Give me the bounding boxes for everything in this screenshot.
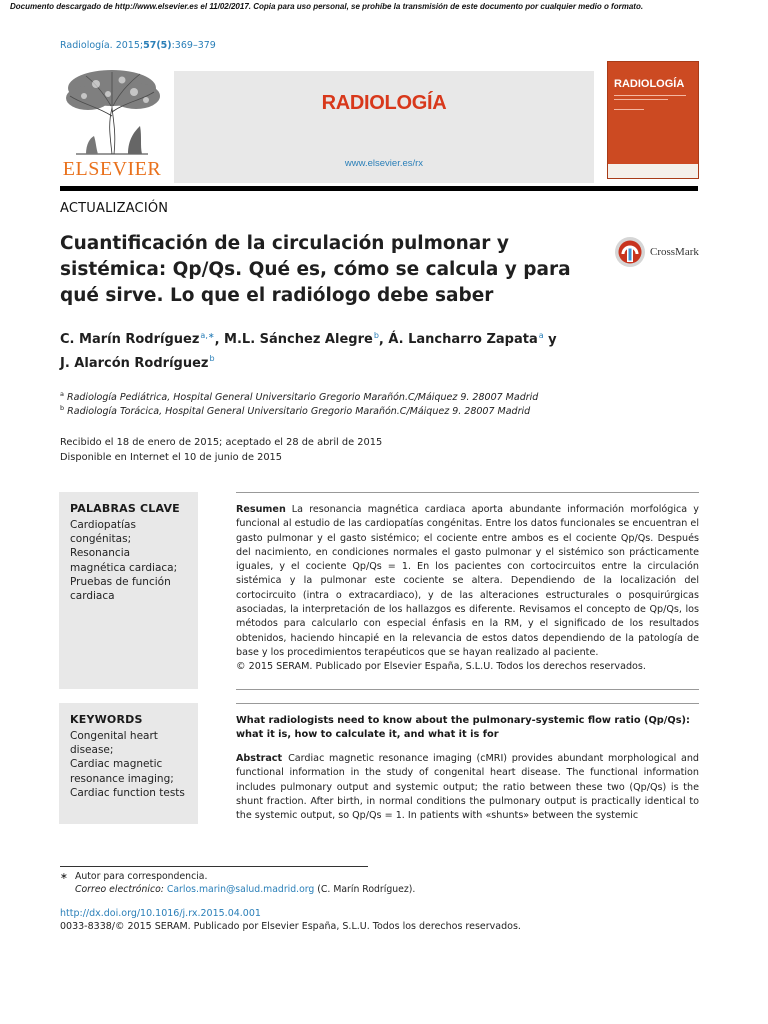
crossmark-icon [614,236,646,268]
elsevier-logo[interactable] [56,66,168,180]
author-list: C. Marín Rodríguez$^{a,∗}$, M.L. Sánchez Alegre$^b$, Á. Lancharro Zapata$^a$ y J. Alarcón Rodríguez$^b$ [60,331,557,371]
citation-line[interactable] [60,40,216,51]
article-dates [60,435,382,465]
email-link[interactable]: Carlos.marin@salud.madrid.org [166,884,315,895]
keyword: Cardiopatías [70,519,136,531]
journal-url-link[interactable]: www.elsevier.es/rx [344,158,424,169]
keyword: Cardiac function tests [70,786,185,799]
abstract-en [236,752,699,823]
affiliation-marker[interactable]: b [373,331,379,340]
elsevier-tree-icon [56,66,168,156]
abstract-es-label: Resumen [236,504,286,515]
author[interactable]: J. Alarcón Rodríguez$^b$ [60,354,215,371]
author[interactable]: C. Marín Rodríguez$^{a,∗}$ [60,331,215,348]
cover-subtitle-line [614,109,644,110]
footnote-marker: ∗ [60,871,68,882]
journal-cover-image[interactable] [607,61,699,179]
correspondence-note: ∗ Autor para correspondencia. [60,871,208,882]
keyword: magnética cardiaca; [70,561,178,574]
affiliation-marker[interactable]: a [538,331,544,340]
email-label: Correo electrónico: [75,884,164,895]
keywords-en-heading: KEYWORDS [70,713,143,726]
author[interactable]: M.L. Sánchez Alegre$^b$ [224,331,379,348]
author[interactable]: Á. Lancharro Zapata$^a$ [388,331,544,348]
keyword: congénitas; [70,533,132,546]
keyword: Congenital heart [70,730,158,742]
abstract-es-bottom-rule [236,689,699,690]
keyword: Resonancia [70,547,131,560]
keywords-es-panel [59,492,198,689]
keyword: resonance imaging; [70,772,174,785]
cover-footer [608,164,698,178]
header-rule [60,186,698,191]
issn-copyright: 0033-8338/© 2015 SERAM. Publicado por Elsevier España, S.L.U. Todos los derechos reservados. [60,921,521,932]
crossmark-badge[interactable] [614,235,699,269]
crossmark-label: CrossMark [650,246,699,258]
abstract-en-label: Abstract [236,753,283,764]
abstract-es [236,503,699,675]
keywords-es-heading: PALABRAS CLAVE [70,502,180,515]
abstract-es-copyright: © 2015 SERAM. Publicado por Elsevier España, S.L.U. Todos los derechos reservados. [236,661,646,673]
cover-subtitle-line [614,95,686,96]
doi-link[interactable]: http://dx.doi.org/10.1016/j.rx.2015.04.001 [60,908,261,919]
section-label: ACTUALIZACIÓN [60,201,169,216]
elsevier-wordmark: ELSEVIER [62,158,162,180]
citation-pages: :369–379 [171,40,216,51]
cover-subtitle-line [614,99,668,100]
abstract-es-top-rule [236,492,699,493]
affiliation-marker[interactable]: a,∗ [200,331,215,340]
keywords-en-panel [59,703,198,824]
available-date: Disponible en Internet el 10 de junio de 2015 [60,452,283,463]
email-note: Correo electrónico: Carlos.marin@salud.madrid.org (C. Marín Rodríguez). [75,884,416,895]
affiliation-b: $^b$ Radiología Torácica, Hospital General Universitario Gregorio Marañón.C/Máiquez 9. 28007 Madrid [60,404,531,418]
keyword: Pruebas de función [70,575,171,588]
footnote-rule [60,866,368,867]
citation-volume: 57(5) [143,40,172,51]
received-date: Recibido el 18 de enero de 2015; aceptado el 28 de abril de 2015 [60,437,383,448]
affiliation-a: $^a$ Radiología Pediátrica, Hospital General Universitario Gregorio Marañón.C/Máiquez 9. 28007 Madrid [60,390,539,404]
keyword: Cardiac magnetic [70,758,163,771]
download-notice: Documento descargado de http://www.elsevier.es el 11/02/2017. Copia para uso personal, se prohíbe la transmisión de este documento por cualquier medio o formato. [10,2,644,11]
abstract-en-top-rule [236,703,699,704]
article-title: Cuantificación de la circulación pulmonar y sistémica: Qp/Qs. Qué es, cómo se calcula y para qué sirve. Lo que el radiólogo debe saber [60,233,571,306]
english-title: What radiologists need to know about the pulmonary-systemic flow ratio (Qp/Qs): what it is, how to calculate it, and what it is for [236,715,690,740]
citation-journal: Radiología. [60,40,113,51]
cover-title: RADIOLOGÍA [614,78,685,90]
affiliation-marker[interactable]: b [209,354,215,364]
journal-banner [174,71,594,183]
keyword: cardiaca [70,590,115,603]
abstract-en-text: Cardiac magnetic resonance imaging (cMRI) provides abundant morphological and functional information in the study of congenital heart disease. The functional information includes pulmonary output and systemic output; the ratio between these two (Qp/Qs) is the shunt fraction. After birth, in normal conditions the pulmonary output is practically identical to the systemic output, so Qp/Qs = 1. In patients with «shunts» between the systemic [236,753,699,822]
abstract-es-text: La resonancia magnética cardiaca aporta abundante información morfológica y funcional al estudio de las cardiopatías congénitas. Entre los datos funcionales se encuentran el gasto pulmonar y el gasto sistémico; el cociente entre ambos es el cociente Qp/Qs. Después del nacimiento, en condiciones normales el gasto pulmonar y el sistémico son prácticamente iguales, y el cociente Qp/Qs = 1. En los pacientes con cortocircuitos entre la circulación sistémica y la pulmonar este cociente se altera. Dependiendo de la localización del cortocircuito (intra o extracardiaco), y de las alteraciones estructurales o posquirúrgicas asociadas, la interpretación de los hallazgos es diferente. Revisamos el concepto de Qp/Qs, los métodos para calcularlo con especial énfasis en la RM, y el significado de los resultados obtenidos, haciendo hincapié en la relevancia de estos datos dependiendo de la patología de base y los procedimientos terapéuticos que se hayan realizado al paciente. [236,504,699,658]
keyword: disease; [70,744,114,757]
journal-name: RADIOLOGÍA [321,92,447,114]
citation-year: 2015; [115,40,144,51]
